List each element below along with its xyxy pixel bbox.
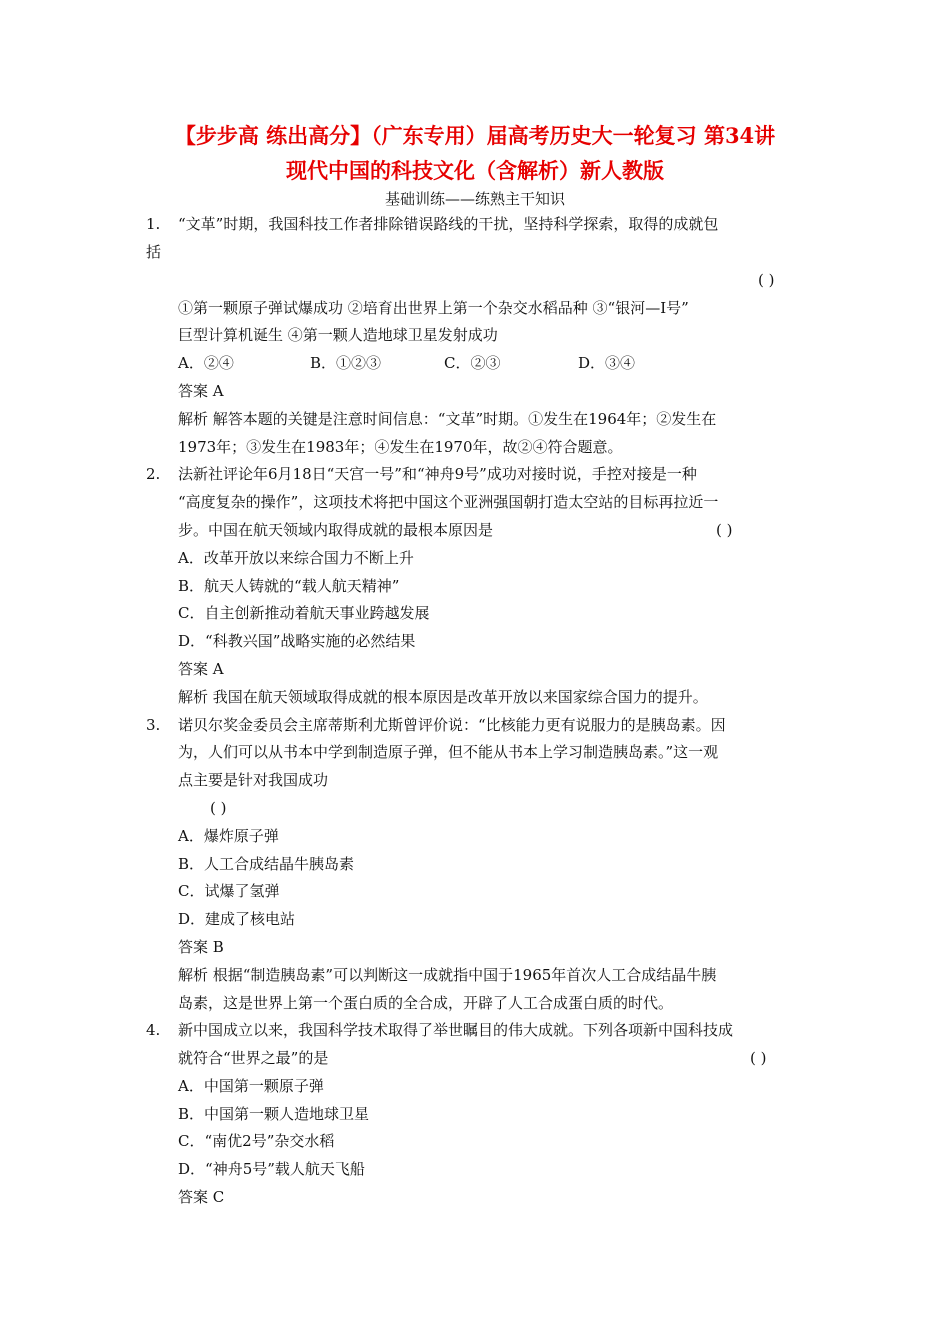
- question-stem: 括: [146, 243, 162, 261]
- question-stem: 新中国成立以来，我国科学技术取得了举世瞩目的伟大成就。下列各项新中国科技成: [178, 1021, 734, 1039]
- option-c: C．试爆了氢弹: [178, 882, 280, 900]
- question-stem: “高度复杂的操作”，这项技术将把中国这个亚洲强国朝打造太空站的目标再拉近一: [178, 493, 719, 511]
- option-c: C．②③: [444, 354, 501, 372]
- question-stem: 诺贝尔奖金委员会主席蒂斯利尤斯曾评价说：“比核能力更有说服力的是胰岛素。因: [178, 716, 726, 734]
- question-number: 4.: [146, 1021, 161, 1039]
- option-a: A．爆炸原子弹: [178, 827, 279, 845]
- analysis: 解析 解答本题的关键是注意时间信息：“文革”时期。①发生在1964年；②发生在: [178, 410, 717, 428]
- answer-blank: ( ): [758, 271, 775, 289]
- question-items: ①第一颗原子弹试爆成功 ②培育出世界上第一个杂交水稻品种 ③“银河—Ⅰ号”: [178, 299, 689, 317]
- answer-blank: ( ): [716, 521, 733, 539]
- answer: 答案 C: [178, 1188, 225, 1206]
- option-b: B．人工合成结晶牛胰岛素: [178, 855, 355, 873]
- option-a: A．中国第一颗原子弹: [178, 1077, 324, 1095]
- analysis: 岛素，这是世界上第一个蛋白质的全合成，开辟了人工合成蛋白质的时代。: [178, 994, 674, 1012]
- question-number: 1.: [146, 215, 161, 233]
- option-c: C．“南优2号”杂交水稻: [178, 1132, 335, 1150]
- option-d: D．“科教兴国”战略实施的必然结果: [178, 632, 416, 650]
- document-title-line-2: 现代中国的科技文化（含解析）新人教版: [286, 158, 664, 183]
- document-title-line-1: 【步步高 练出高分】（广东专用）届高考历史大一轮复习 第34讲: [174, 123, 776, 148]
- option-a: A．②④: [178, 354, 234, 372]
- question-number: 3.: [146, 716, 161, 734]
- question-stem: 步。中国在航天领域内取得成就的最根本原因是: [178, 521, 494, 539]
- question-stem: “文革”时期，我国科技工作者排除错误路线的干扰，坚持科学探索，取得的成就包: [178, 215, 719, 233]
- question-number: 2.: [146, 465, 161, 483]
- option-b: B．①②③: [310, 354, 382, 372]
- option-d: D．③④: [578, 354, 636, 372]
- answer: 答案 A: [178, 382, 224, 400]
- option-d: D．建成了核电站: [178, 910, 296, 928]
- option-a: A．改革开放以来综合国力不断上升: [178, 549, 414, 567]
- question-stem: 法新社评论年6月18日“天宫一号”和“神舟9号”成功对接时说，手控对接是一种: [178, 465, 697, 483]
- question-stem: 点主要是针对我国成功: [178, 771, 329, 789]
- question-stem: 为，人们可以从书本中学到制造原子弹，但不能从书本上学习制造胰岛素。”这一观: [178, 743, 719, 761]
- option-d: D．“神舟5号”载人航天飞船: [178, 1160, 365, 1178]
- question-stem: 就符合“世界之最”的是: [178, 1049, 329, 1067]
- option-b: B．中国第一颗人造地球卫星: [178, 1105, 370, 1123]
- answer: 答案 B: [178, 938, 224, 956]
- question-items: 巨型计算机诞生 ④第一颗人造地球卫星发射成功: [178, 326, 498, 344]
- answer-blank: ( ): [210, 799, 227, 817]
- analysis: 解析 我国在航天领域取得成就的根本原因是改革开放以来国家综合国力的提升。: [178, 688, 708, 706]
- analysis: 1973年；③发生在1983年；④发生在1970年，故②④符合题意。: [178, 438, 623, 456]
- answer: 答案 A: [178, 660, 224, 678]
- analysis: 解析 根据“制造胰岛素”可以判断这一成就指中国于1965年首次人工合成结晶牛胰: [178, 966, 717, 984]
- answer-blank: ( ): [750, 1049, 767, 1067]
- option-c: C．自主创新推动着航天事业跨越发展: [178, 604, 430, 622]
- option-b: B．航天人铸就的“载人航天精神”: [178, 577, 400, 595]
- section-heading: 基础训练——练熟主干知识: [384, 190, 565, 208]
